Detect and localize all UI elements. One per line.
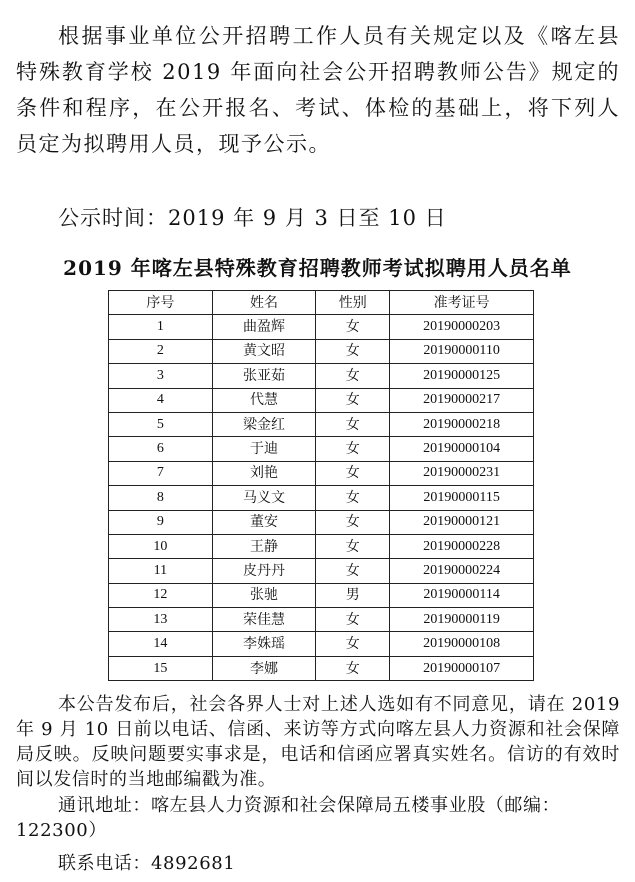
cell-name: 荣佳慧 xyxy=(212,608,316,632)
cell-gender: 女 xyxy=(316,608,390,632)
cell-exam-id: 20190000125 xyxy=(390,364,534,388)
cell-serial: 13 xyxy=(109,608,213,632)
cell-gender: 女 xyxy=(316,510,390,534)
cell-name: 张驰 xyxy=(212,583,316,607)
cell-serial: 14 xyxy=(109,632,213,656)
cell-exam-id: 20190000203 xyxy=(390,315,534,339)
contact-phone: 联系电话：4892681 xyxy=(58,853,236,874)
cell-name: 于迪 xyxy=(212,437,316,461)
cell-name: 董安 xyxy=(212,510,316,534)
cell-exam-id: 20190000107 xyxy=(390,656,534,680)
notice-paragraph: 本公告发布后，社会各界人士对上述人选如有不同意见，请在 2019 年 9 月 10 日前以电话、信函、来访等方式向喀左县人力资源和社会保障局反映。反映问题要实事求是，电话和信函应署真实姓名。信访的有效时间以发信时的当地邮编戳为准。 xyxy=(16,694,620,790)
intro-paragraph: 根据事业单位公开招聘工作人员有关规定以及《喀左县特殊教育学校 2019 年面向社会公开招聘教师公告》规定的条件和程序，在公开报名、考试、体检的基础上，将下列人员定为拟聘用人员，现予公示。 xyxy=(16,24,620,156)
cell-name: 皮丹丹 xyxy=(212,559,316,583)
cell-gender: 女 xyxy=(316,339,390,363)
cell-gender: 女 xyxy=(316,559,390,583)
table-row xyxy=(109,486,534,510)
cell-serial: 2 xyxy=(109,339,213,363)
cell-name: 刘艳 xyxy=(212,461,316,485)
cell-gender: 女 xyxy=(316,632,390,656)
cell-serial: 9 xyxy=(109,510,213,534)
cell-name: 李娜 xyxy=(212,656,316,680)
cell-gender: 女 xyxy=(316,388,390,412)
cell-gender: 女 xyxy=(316,437,390,461)
cell-exam-id: 20190000231 xyxy=(390,461,534,485)
cell-exam-id: 20190000121 xyxy=(390,510,534,534)
cell-exam-id: 20190000218 xyxy=(390,412,534,436)
cell-exam-id: 20190000119 xyxy=(390,608,534,632)
cell-exam-id: 20190000217 xyxy=(390,388,534,412)
cell-serial: 5 xyxy=(109,412,213,436)
cell-gender: 女 xyxy=(316,364,390,388)
cell-name: 马义文 xyxy=(212,486,316,510)
table-row xyxy=(109,388,534,412)
cell-name: 代慧 xyxy=(212,388,316,412)
cell-exam-id: 20190000108 xyxy=(390,632,534,656)
cell-exam-id: 20190000104 xyxy=(390,437,534,461)
cell-gender: 女 xyxy=(316,534,390,558)
table-row xyxy=(109,583,534,607)
table-row xyxy=(109,315,534,339)
table-row xyxy=(109,632,534,656)
cell-serial: 4 xyxy=(109,388,213,412)
cell-name: 张亚茹 xyxy=(212,364,316,388)
cell-serial: 3 xyxy=(109,364,213,388)
table-row xyxy=(109,656,534,680)
cell-gender: 女 xyxy=(316,315,390,339)
cell-exam-id: 20190000224 xyxy=(390,559,534,583)
cell-serial: 8 xyxy=(109,486,213,510)
table-row xyxy=(109,534,534,558)
table-header-row xyxy=(109,291,534,315)
cell-serial: 1 xyxy=(109,315,213,339)
cell-exam-id: 20190000114 xyxy=(390,583,534,607)
cell-exam-id: 20190000228 xyxy=(390,534,534,558)
header-name: 姓名 xyxy=(212,291,316,315)
table-row xyxy=(109,608,534,632)
cell-name: 黄文昭 xyxy=(212,339,316,363)
cell-gender: 女 xyxy=(316,461,390,485)
cell-serial: 12 xyxy=(109,583,213,607)
cell-gender: 男 xyxy=(316,583,390,607)
cell-gender: 女 xyxy=(316,486,390,510)
candidate-table xyxy=(108,290,534,681)
cell-exam-id: 20190000115 xyxy=(390,486,534,510)
cell-serial: 7 xyxy=(109,461,213,485)
table-row xyxy=(109,339,534,363)
cell-serial: 15 xyxy=(109,656,213,680)
cell-name: 梁金红 xyxy=(212,412,316,436)
cell-gender: 女 xyxy=(316,656,390,680)
cell-serial: 6 xyxy=(109,437,213,461)
cell-gender: 女 xyxy=(316,412,390,436)
table-row xyxy=(109,437,534,461)
table-body xyxy=(109,315,534,681)
publicity-period: 公示时间：2019 年 9 月 3 日至 10 日 xyxy=(58,206,447,230)
cell-name: 曲盈辉 xyxy=(212,315,316,339)
cell-serial: 10 xyxy=(109,534,213,558)
cell-serial: 11 xyxy=(109,559,213,583)
table-row xyxy=(109,461,534,485)
header-serial: 序号 xyxy=(109,291,213,315)
cell-exam-id: 20190000110 xyxy=(390,339,534,363)
contact-address: 通讯地址：喀左县人力资源和社会保障局五楼事业股（邮编：122300） xyxy=(16,795,561,841)
cell-name: 王静 xyxy=(212,534,316,558)
header-gender: 性别 xyxy=(316,291,390,315)
table-row xyxy=(109,510,534,534)
table-title: 2019 年喀左县特殊教育招聘教师考试拟聘用人员名单 xyxy=(63,256,572,280)
table-row xyxy=(109,364,534,388)
table-row xyxy=(109,412,534,436)
cell-name: 李姝瑶 xyxy=(212,632,316,656)
header-exam-id: 准考证号 xyxy=(390,291,534,315)
table-row xyxy=(109,559,534,583)
